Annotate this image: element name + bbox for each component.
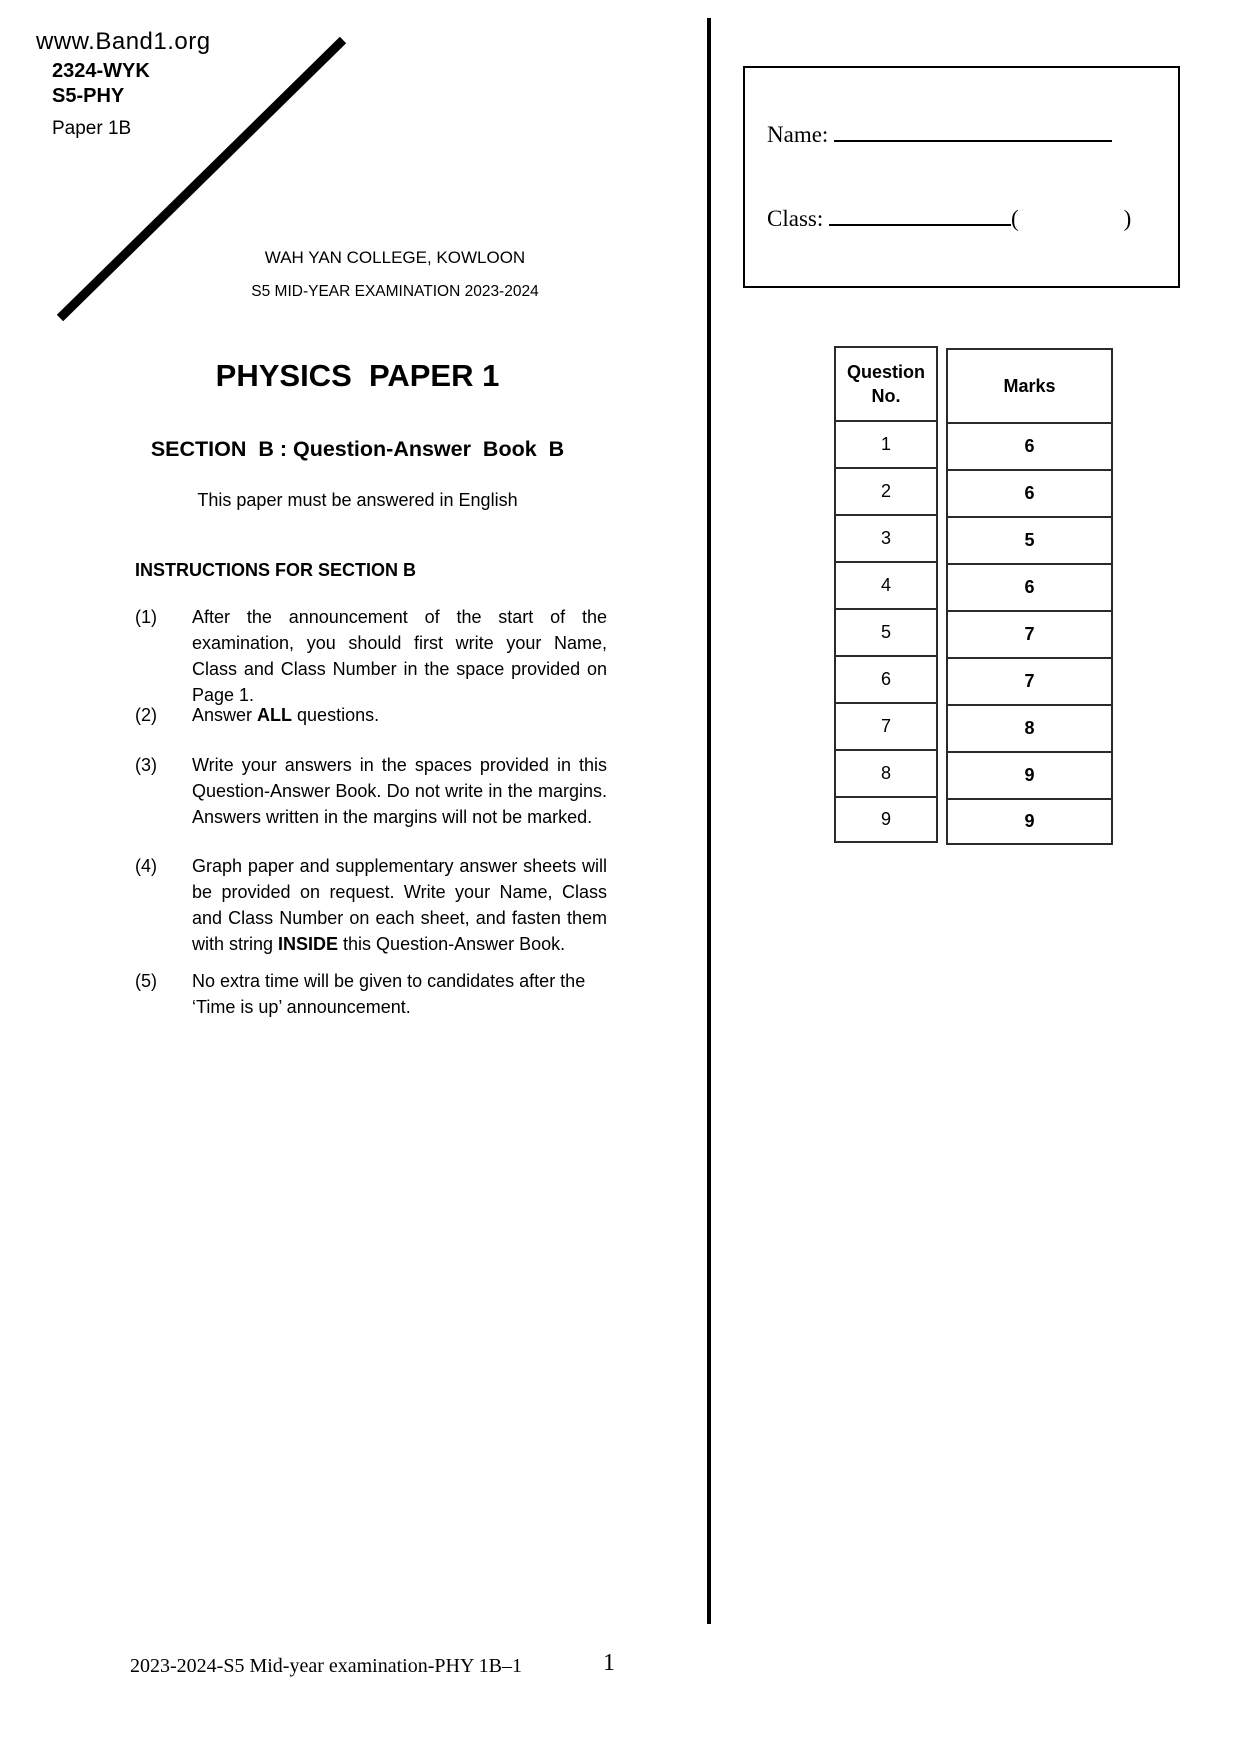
question-header-line1: Question <box>846 362 925 382</box>
class-row <box>767 202 1131 232</box>
name-row <box>767 118 1112 148</box>
question-no-cell: 9 <box>834 796 938 843</box>
class-write-in-line <box>829 202 1011 226</box>
college-name: WAH YAN COLLEGE, KOWLOON <box>264 248 526 267</box>
question-no-cell: 2 <box>834 467 938 514</box>
instruction-item-5 <box>135 968 607 1020</box>
candidate-info-box <box>743 66 1180 288</box>
marks-cell: 6 <box>946 422 1113 469</box>
marks-cell: 7 <box>946 610 1113 657</box>
marks-cell: 6 <box>946 469 1113 516</box>
question-no-header <box>834 346 938 420</box>
instruction-text-bold: ALL <box>257 705 293 725</box>
marks-cell: 8 <box>946 704 1113 751</box>
instruction-text-pre: After the announcement of the start of the examination, you should first write your Name, Class and Class Number in the space provided on Page 1. <box>192 607 607 705</box>
instruction-number: (5) <box>135 971 157 991</box>
class-number-paren-open: ( <box>1010 206 1019 231</box>
exam-name: S5 MID-YEAR EXAMINATION 2023-2024 <box>251 283 539 300</box>
instruction-item-3 <box>135 752 607 830</box>
instruction-item-4 <box>135 853 607 957</box>
question-no-cell: 3 <box>834 514 938 561</box>
instruction-number: (2) <box>135 705 157 725</box>
instruction-number: (4) <box>135 856 157 876</box>
instruction-text <box>192 853 607 957</box>
question-no-cell: 4 <box>834 561 938 608</box>
section-heading: SECTION B : Question-Answer Book B <box>150 437 565 461</box>
page-number: 1 <box>603 1650 615 1676</box>
column-divider-line <box>707 18 711 1624</box>
marks-cell: 9 <box>946 751 1113 798</box>
paper-title: PHYSICS PAPER 1 <box>215 358 500 393</box>
instruction-number: (3) <box>135 755 157 775</box>
instruction-text-pre: Write your answers in the spaces provided in this Question-Answer Book. Do not write in the margins. Answers written in the margins will not be marked. <box>192 755 607 827</box>
watermark-site-url: www.Band1.org <box>36 28 211 55</box>
exam-code: 2324-WYK <box>52 60 150 82</box>
question-no-cell: 1 <box>834 420 938 467</box>
subject-code: S5-PHY <box>52 85 125 107</box>
instruction-text-pre: Answer <box>192 705 258 725</box>
marks-cell: 9 <box>946 798 1113 845</box>
instruction-item-1 <box>135 604 607 708</box>
class-number-paren-close: ) <box>1123 206 1132 231</box>
instruction-text <box>192 702 607 728</box>
instruction-text <box>192 752 607 830</box>
footer-document-id: 2023-2024-S5 Mid-year examination-PHY 1B–1 <box>130 1655 522 1677</box>
instruction-text <box>192 968 607 1020</box>
language-note: This paper must be answered in English <box>197 490 518 510</box>
instruction-text-pre: Graph paper and supplementary answer sheets will be provided on request. Write your Name, Class and Class Number on each sheet, and fasten them with string <box>192 856 607 954</box>
class-label: Class: <box>767 206 824 231</box>
instruction-item-2 <box>135 702 607 728</box>
instruction-text-pre: No extra time will be given to candidates after the ‘Time is up’ announcement. <box>192 971 586 1017</box>
question-no-cell: 7 <box>834 702 938 749</box>
question-header-line2: No. <box>871 386 901 406</box>
name-label: Name: <box>767 122 829 147</box>
question-no-cell: 8 <box>834 749 938 796</box>
name-write-in-line <box>834 118 1112 142</box>
marks-cell: 7 <box>946 657 1113 704</box>
marks-table-marks-column <box>946 348 1113 845</box>
instruction-text-post: this Question-Answer Book. <box>338 934 566 954</box>
paper-label: Paper 1B <box>52 118 132 139</box>
marks-cell: 5 <box>946 516 1113 563</box>
marks-cell: 6 <box>946 563 1113 610</box>
instruction-text-post: questions. <box>292 705 380 725</box>
instruction-text-bold: INSIDE <box>278 934 339 954</box>
instruction-text <box>192 604 607 708</box>
question-no-cell: 5 <box>834 608 938 655</box>
marks-table-question-column <box>834 346 938 843</box>
instructions-heading: INSTRUCTIONS FOR SECTION B <box>135 560 417 580</box>
instruction-number: (1) <box>135 607 157 627</box>
question-no-cell: 6 <box>834 655 938 702</box>
marks-header: Marks <box>946 348 1113 422</box>
